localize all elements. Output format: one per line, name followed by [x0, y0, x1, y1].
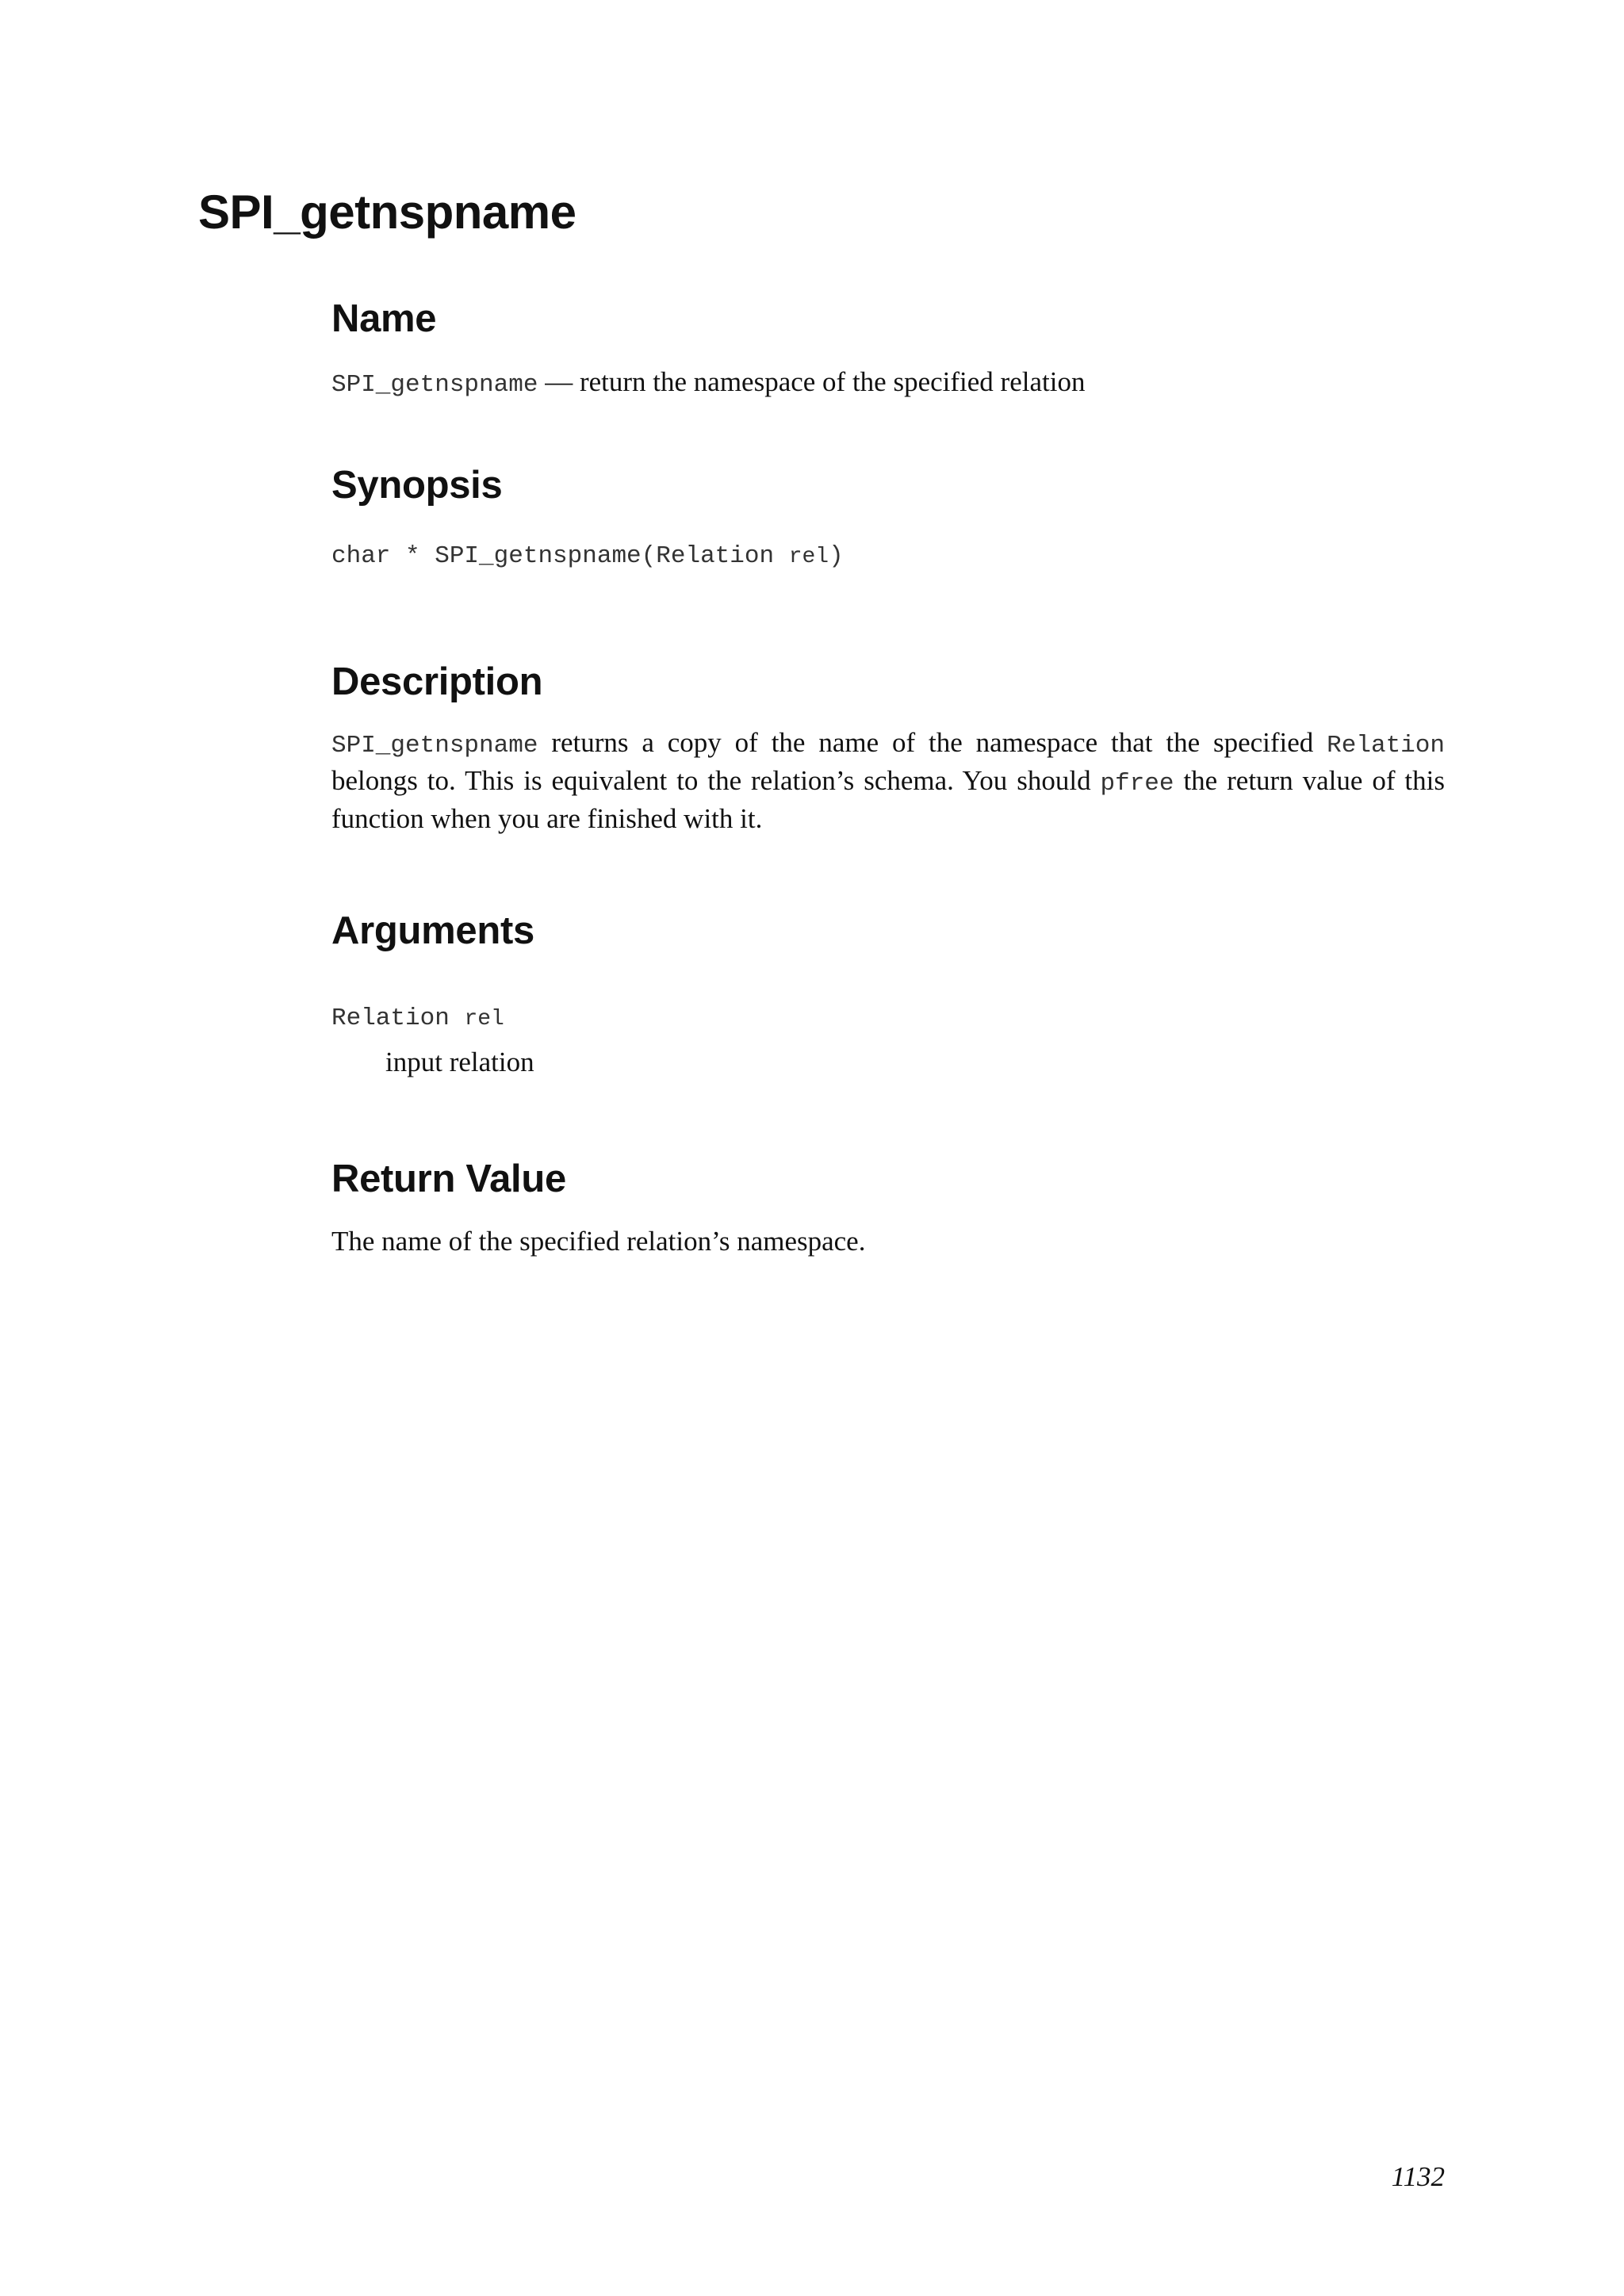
synopsis-code-suffix: ) — [829, 542, 844, 570]
argument-term — [331, 998, 1445, 1037]
function-summary: — return the namespace of the specified relation — [538, 366, 1086, 397]
argument-description: input relation — [385, 1047, 534, 1077]
page-title: SPI_getnspname — [198, 186, 576, 239]
description-text-2: belongs to. This is equivalent to the relation’s schema. You should — [331, 765, 1101, 796]
synopsis-heading: Synopsis — [331, 464, 503, 507]
name-summary — [331, 365, 1445, 403]
function-name-code: SPI_getnspname — [331, 371, 538, 399]
argument-name: rel — [464, 1007, 504, 1031]
description-text-3: the return value of this function when you are finished with it. — [331, 765, 1445, 834]
page-number: 1132 — [1391, 2161, 1445, 2192]
return-value-text: The name of the specified relation’s namespace. — [331, 1226, 866, 1257]
description-heading: Description — [331, 660, 543, 703]
name-heading: Name — [331, 297, 437, 340]
argument-type: Relation — [331, 1004, 465, 1032]
synopsis-code-param: rel — [788, 545, 829, 569]
description-paragraph — [331, 725, 1445, 836]
synopsis-code — [331, 536, 1445, 575]
description-text-1: returns a copy of the name of the namespace that the specified — [538, 727, 1327, 758]
description-code-relation: Relation — [1327, 732, 1445, 760]
description-code-function: SPI_getnspname — [331, 732, 538, 760]
synopsis-code-prefix: char * SPI_getnspname(Relation — [331, 542, 789, 570]
description-code-pfree: pfree — [1100, 770, 1174, 798]
return-value-heading: Return Value — [331, 1158, 566, 1200]
arguments-heading: Arguments — [331, 909, 534, 952]
